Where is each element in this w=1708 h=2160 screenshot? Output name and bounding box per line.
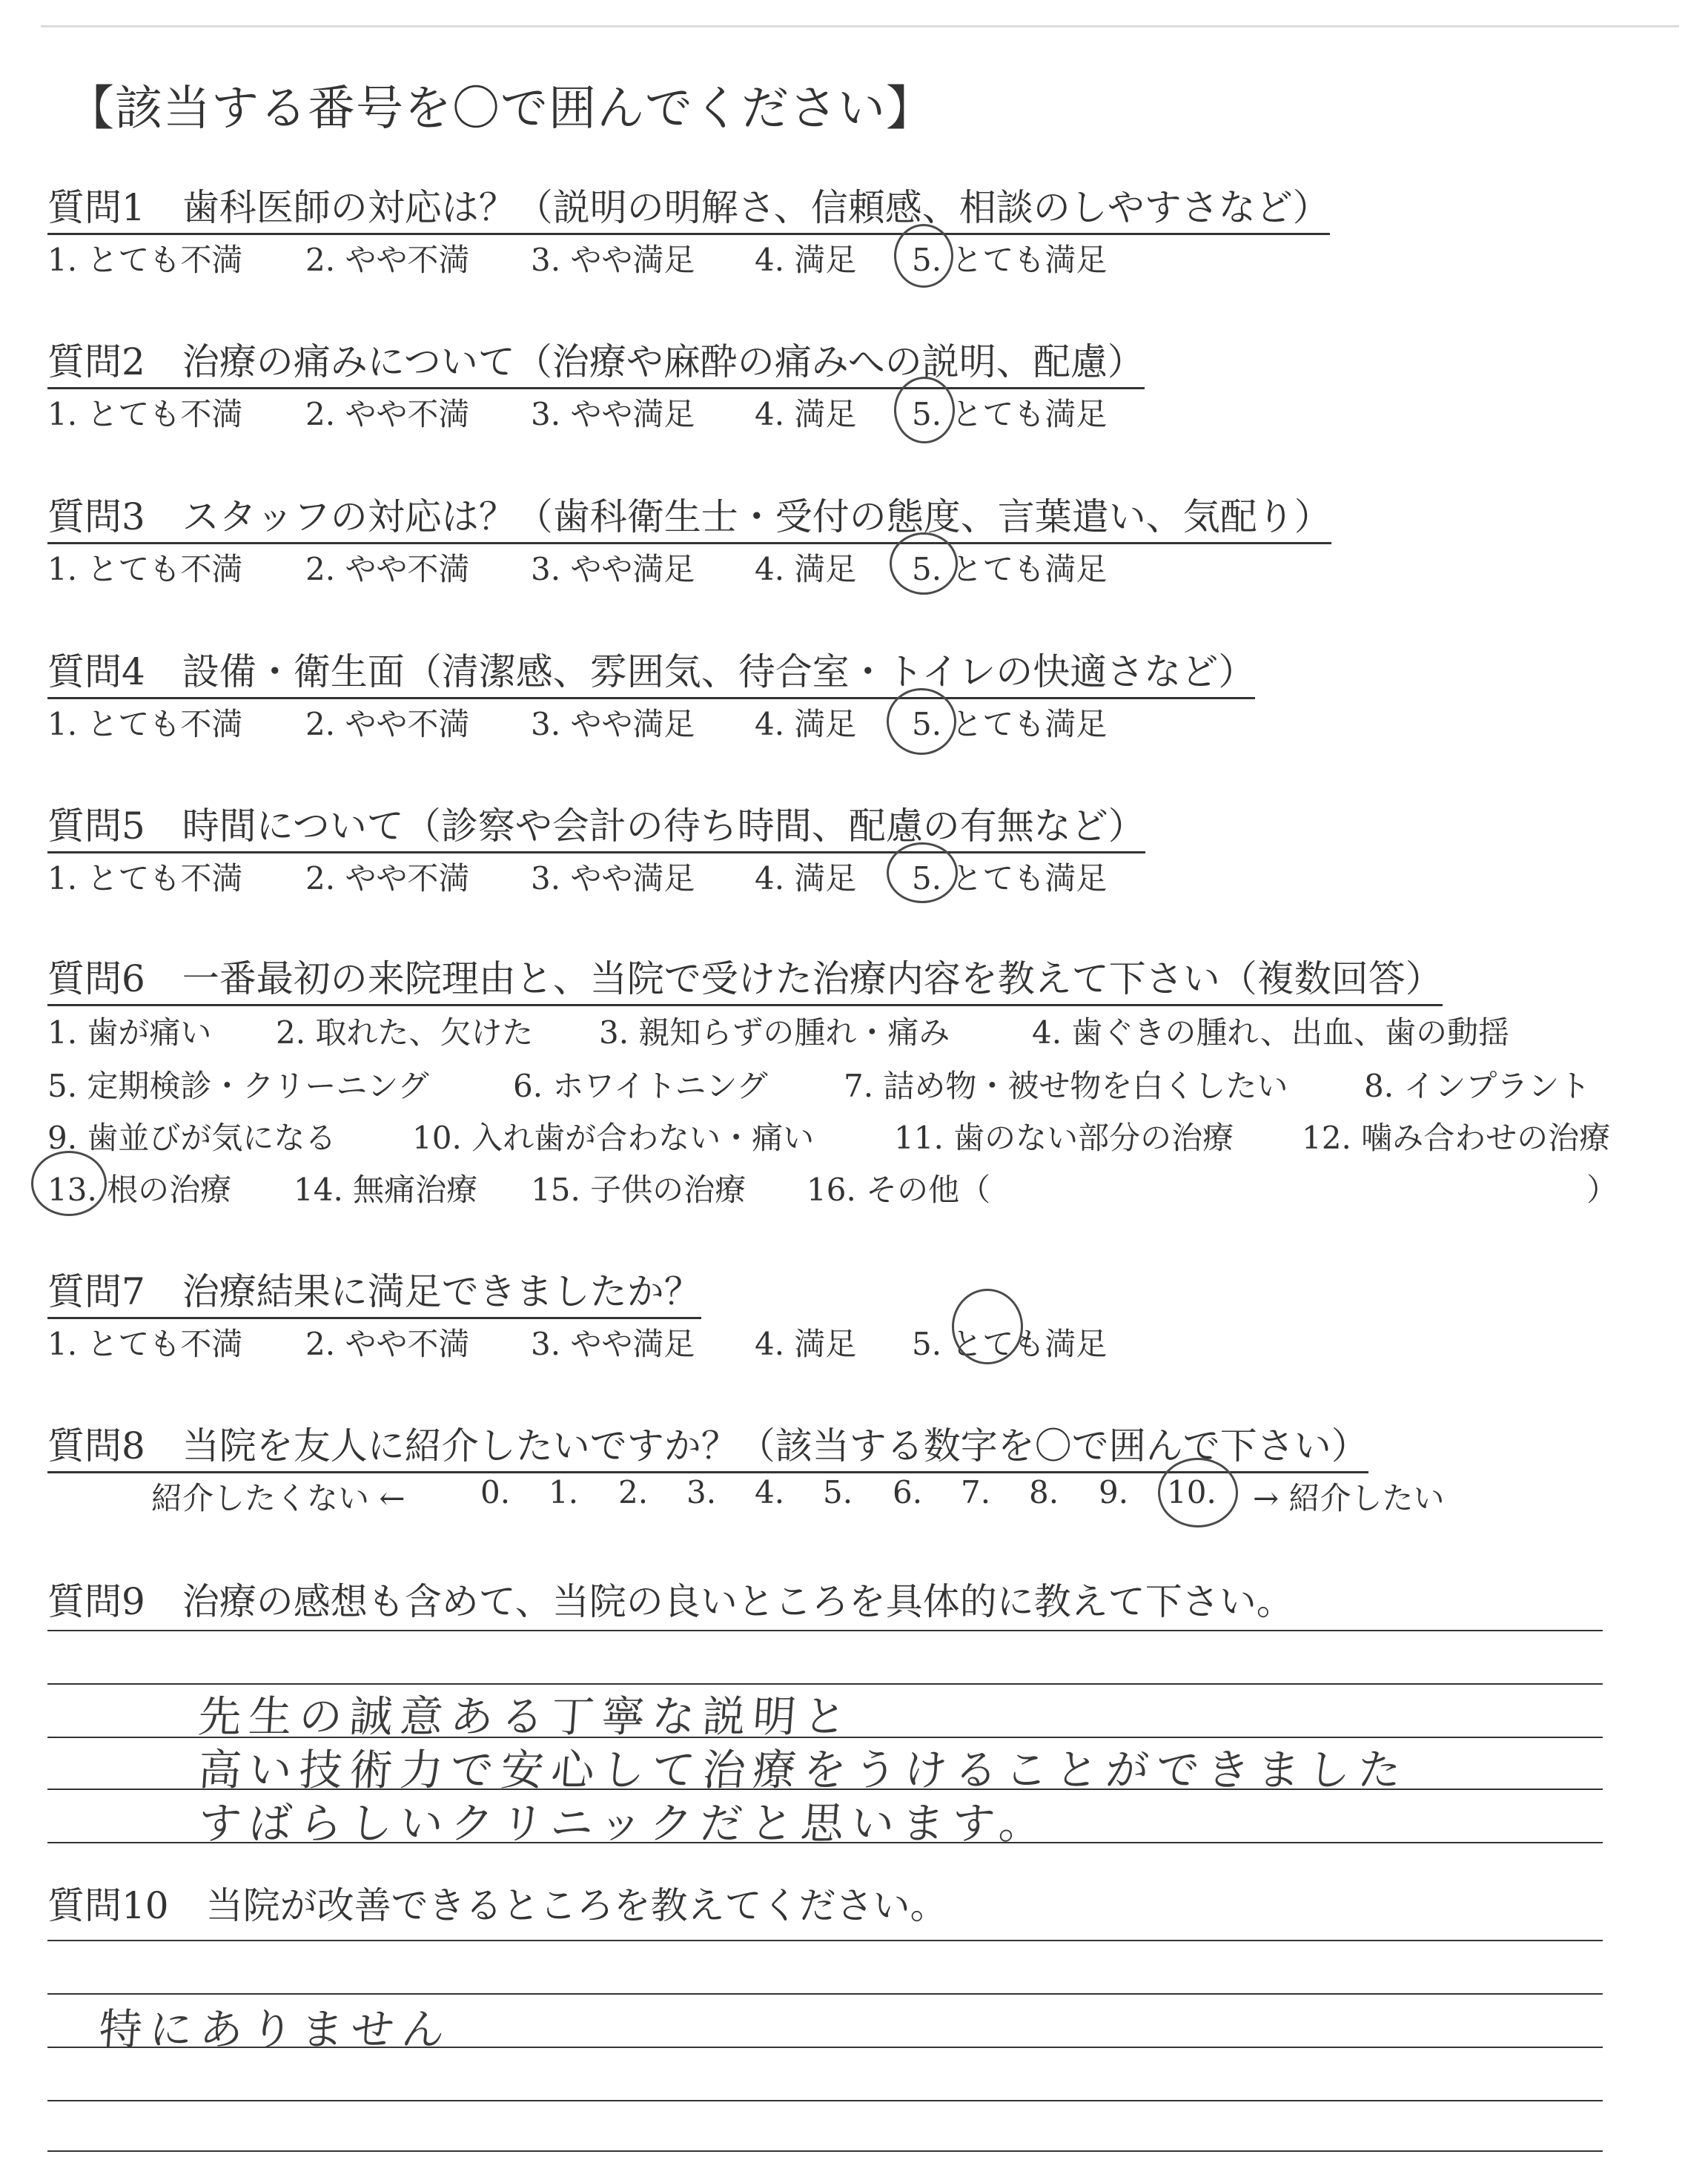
- q1-option-4[interactable]: 4. 満足: [755, 242, 857, 278]
- q6-option-13[interactable]: 13. 根の治療: [47, 1172, 232, 1208]
- q2-option-5[interactable]: 5. とても満足: [912, 396, 1108, 432]
- question-7-title: 質問7 治療結果に満足できましたか？: [47, 1262, 701, 1319]
- q6-option-6[interactable]: 6. ホワイトニング: [513, 1068, 768, 1104]
- question-9-title: 質問9 治療の感想も含めて、当院の良いところを具体的に教えて下さい。: [47, 1580, 1294, 1623]
- q6-option-9[interactable]: 9. 歯並びが気になる: [47, 1120, 337, 1156]
- q8-option-8[interactable]: 8.: [1029, 1474, 1059, 1510]
- q4-option-3[interactable]: 3. やや満足: [531, 706, 695, 742]
- q1-option-1[interactable]: 1. とても不満: [47, 242, 243, 278]
- q9-answer-text: すばらしいクリニックだと思います。: [196, 1798, 1051, 1849]
- q5-option-1[interactable]: 1. とても不満: [47, 860, 243, 896]
- q8-option-3[interactable]: 3.: [686, 1474, 717, 1510]
- q1-option-2[interactable]: 2. やや不満: [305, 242, 470, 278]
- q7-option-2[interactable]: 2. やや不満: [305, 1326, 470, 1362]
- q3-option-2[interactable]: 2. やや不満: [305, 551, 470, 587]
- q5-option-2[interactable]: 2. やや不満: [305, 860, 470, 896]
- q3-option-4[interactable]: 4. 満足: [755, 551, 857, 587]
- q6-option-15[interactable]: 15. 子供の治療: [531, 1172, 747, 1208]
- q4-option-4[interactable]: 4. 満足: [755, 706, 857, 742]
- q9-answer-text: 高い技術力で安心して治療をうけることができました: [196, 1745, 1411, 1795]
- page-title: 【該当する番号を〇で囲んでください】: [67, 82, 934, 136]
- q8-right-label: → 紹介したい: [1253, 1480, 1445, 1516]
- q7-option-3[interactable]: 3. やや満足: [531, 1326, 695, 1362]
- q2-option-2[interactable]: 2. やや不満: [305, 396, 470, 432]
- q8-left-label: 紹介したくない ←: [151, 1480, 406, 1516]
- q10-answer-text: 特にありません: [97, 2004, 454, 2055]
- q8-option-2[interactable]: 2.: [618, 1474, 649, 1510]
- q8-option-10[interactable]: 10.: [1167, 1474, 1217, 1510]
- q10-answer-line: [47, 1940, 1603, 1941]
- question-4-title: 質問4 設備・衛生面（清潔感、雰囲気、待合室・トイレの快適さなど）: [47, 642, 1255, 699]
- question-3-title: 質問3 スタッフの対応は？（歯科衛生士・受付の態度、言葉遣い、気配り）: [47, 487, 1331, 544]
- q6-option-10[interactable]: 10. 入れ歯が合わない・痛い: [412, 1120, 815, 1156]
- question-1-title: 質問1 歯科医師の対応は？（説明の明解さ、信頼感、相談のしやすさなど）: [47, 178, 1330, 235]
- q3-selected-circle: [890, 532, 958, 595]
- q8-option-5[interactable]: 5.: [823, 1474, 853, 1510]
- q6-option-1[interactable]: 1. 歯が痛い: [47, 1014, 212, 1051]
- q6-option-2[interactable]: 2. 取れた、欠けた: [276, 1014, 534, 1051]
- q5-option-4[interactable]: 4. 満足: [755, 860, 857, 896]
- q6-option-3[interactable]: 3. 親知らずの腫れ・痛み: [599, 1014, 950, 1051]
- question-2-title: 質問2 治療の痛みについて（治療や麻酔の痛みへの説明、配慮）: [47, 332, 1145, 389]
- q6-option-7[interactable]: 7. 詰め物・被せ物を白くしたい: [844, 1068, 1288, 1104]
- q10-answer-line: [47, 2150, 1603, 2152]
- q4-option-1[interactable]: 1. とても不満: [47, 706, 243, 742]
- q1-option-3[interactable]: 3. やや満足: [531, 242, 695, 278]
- q4-option-5[interactable]: 5. とても満足: [912, 706, 1108, 742]
- q2-option-4[interactable]: 4. 満足: [755, 396, 857, 432]
- q1-selected-circle: [894, 224, 953, 288]
- q7-option-1[interactable]: 1. とても不満: [47, 1326, 243, 1362]
- q2-option-3[interactable]: 3. やや満足: [531, 396, 695, 432]
- q7-option-5[interactable]: 5. とても満足: [912, 1326, 1108, 1362]
- q6-option-16-close: ）: [1586, 1172, 1618, 1208]
- q8-option-6[interactable]: 6.: [893, 1474, 923, 1510]
- question-8-title: 質問8 当院を友人に紹介したいですか？（該当する数字を〇で囲んで下さい）: [47, 1416, 1368, 1473]
- q8-selected-circle: [1158, 1458, 1238, 1527]
- q4-selected-circle: [887, 688, 956, 755]
- q5-option-3[interactable]: 3. やや満足: [531, 860, 695, 896]
- q8-option-4[interactable]: 4.: [755, 1474, 785, 1510]
- q8-option-1[interactable]: 1.: [549, 1474, 579, 1510]
- q7-option-4[interactable]: 4. 満足: [755, 1326, 857, 1362]
- q4-option-2[interactable]: 2. やや不満: [305, 706, 470, 742]
- q5-selected-circle: [887, 842, 958, 903]
- q5-option-5[interactable]: 5. とても満足: [912, 860, 1108, 896]
- q6-option-5[interactable]: 5. 定期検診・クリーニング: [47, 1068, 429, 1104]
- q10-answer-line: [47, 2100, 1603, 2101]
- question-5-title: 質問5 時間について（診察や会計の待ち時間、配慮の有無など）: [47, 796, 1145, 853]
- q3-option-3[interactable]: 3. やや満足: [531, 551, 695, 587]
- q6-option-14[interactable]: 14. 無痛治療: [294, 1172, 478, 1208]
- question-6-title: 質問6 一番最初の来院理由と、当院で受けた治療内容を教えて下さい（複数回答）: [47, 949, 1443, 1006]
- q2-selected-circle: [894, 377, 955, 443]
- q6-option-8[interactable]: 8. インプラント: [1364, 1068, 1591, 1104]
- question-10-title: 質問10 当院が改善できるところを教えてください。: [47, 1884, 947, 1927]
- q6-selected-circle: [31, 1151, 107, 1216]
- q3-option-1[interactable]: 1. とても不満: [47, 551, 243, 587]
- q3-option-5[interactable]: 5. とても満足: [912, 551, 1108, 587]
- q9-answer-line: [47, 1630, 1603, 1631]
- q6-option-4[interactable]: 4. 歯ぐきの腫れ、出血、歯の動揺: [1032, 1014, 1509, 1051]
- q8-option-9[interactable]: 9.: [1099, 1474, 1129, 1510]
- q8-option-0[interactable]: 0.: [480, 1474, 511, 1510]
- q1-option-5[interactable]: 5. とても満足: [912, 242, 1108, 278]
- q2-option-1[interactable]: 1. とても不満: [47, 396, 243, 432]
- q9-answer-text: 先生の誠意ある丁寧な説明と: [196, 1691, 856, 1742]
- q6-option-16[interactable]: 16. その他（: [807, 1172, 991, 1208]
- q6-option-12[interactable]: 12. 噛み合わせの治療: [1302, 1120, 1611, 1156]
- q6-option-11[interactable]: 11. 歯のない部分の治療: [894, 1120, 1234, 1156]
- q8-option-7[interactable]: 7.: [961, 1474, 991, 1510]
- q7-selected-circle: [952, 1289, 1023, 1364]
- page-top-border: [41, 25, 1679, 27]
